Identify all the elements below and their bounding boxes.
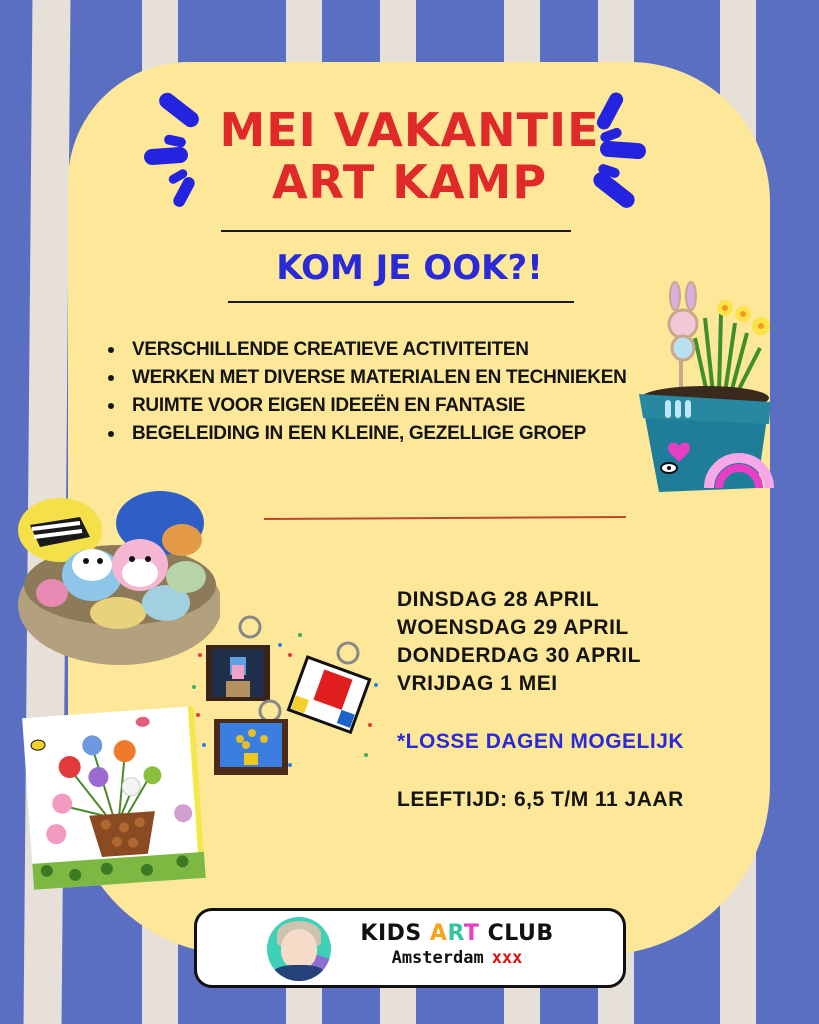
bullet-icon <box>108 347 114 353</box>
feature-item: RUIMTE VOOR EIGEN IDEEËN EN FANTASIE <box>108 392 627 420</box>
button-collage-photo <box>22 706 206 892</box>
feature-item: BEGELEIDING IN EEN KLEINE, GEZELLIGE GROEP <box>108 420 627 448</box>
subtitle: KOM JE OOK?! <box>276 248 543 288</box>
bullet-icon <box>108 375 114 381</box>
feature-item: VERSCHILLENDE CREATIEVE ACTIVITEITEN <box>108 336 627 364</box>
divider-top <box>221 230 571 232</box>
age-range: LEEFTIJD: 6,5 T/M 11 JAAR <box>397 788 684 811</box>
flower-pot-photo <box>635 278 775 498</box>
feature-item: WERKEN MET DIVERSE MATERIALEN EN TECHNIEKEN <box>108 364 627 392</box>
date-item: WOENSDAG 29 APRIL <box>397 616 629 639</box>
date-item: DINSDAG 28 APRIL <box>397 588 600 611</box>
separate-days-note: *LOSSE DAGEN MOGELIJK <box>397 730 685 753</box>
date-item: DONDERDAG 30 APRIL <box>397 644 641 667</box>
bullet-icon <box>108 431 114 437</box>
bullet-icon <box>108 403 114 409</box>
keychains-photo <box>190 615 380 775</box>
divider-bottom <box>228 301 574 303</box>
logo-face <box>281 929 317 969</box>
feature-list <box>108 336 627 448</box>
title-line-1: MEI VAKANTIE <box>219 103 600 157</box>
schedule-dates <box>397 586 641 698</box>
date-item: VRIJDAG 1 MEI <box>397 672 558 695</box>
brand-footer <box>194 908 626 988</box>
signoff: xxx <box>491 948 523 968</box>
brand-name: KIDS ART CLUB <box>360 921 554 946</box>
yarn-birds-nest-photo <box>10 485 220 675</box>
title-line-2: ART KAMP <box>271 155 548 209</box>
brand-text <box>357 921 557 968</box>
kids-art-club-logo <box>267 917 331 981</box>
brand-city: Amsterdam xxx <box>391 948 523 968</box>
logo-jacket <box>273 965 325 981</box>
